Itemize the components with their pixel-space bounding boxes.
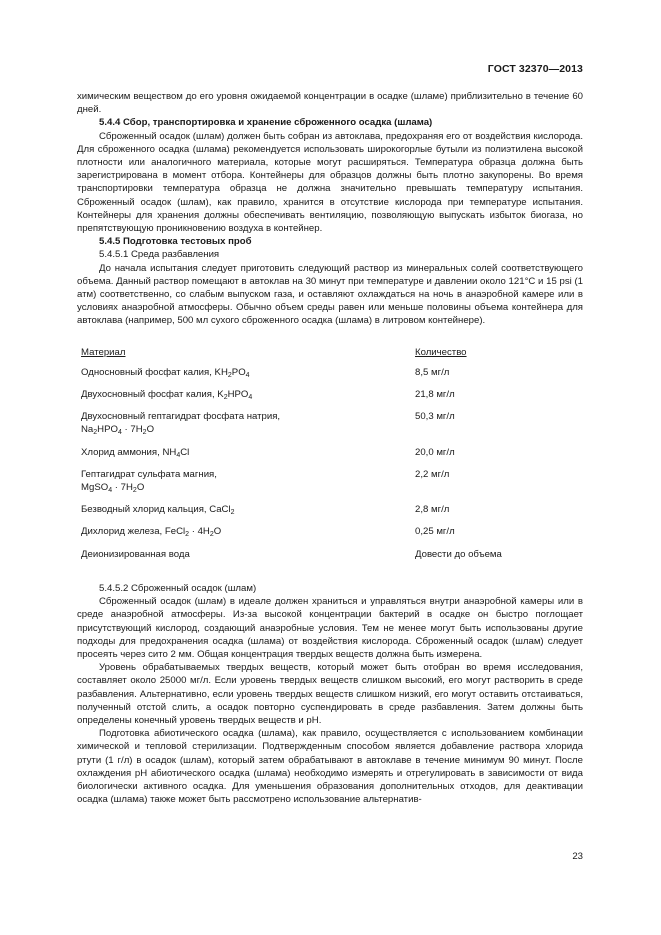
page-number: 23 <box>572 851 583 862</box>
table-header-row <box>81 346 581 366</box>
table-row <box>81 446 581 468</box>
materials-table <box>81 346 581 570</box>
table-row <box>81 366 581 388</box>
section-5451-text: До начала испытания следует приготовить следующий раствор из минеральных солей соответствующего объема. Данный раствор помещают в автоклав на 30 минут при температуре и давлении около 121°C и 15 psi (1 атм) соответственно, со слабым выпуском газа, и оставляют охлаждаться на ночь в анаэробной камере или в условиях анаэробной атмосферы. Обычно объем среды равен или меньше половины объема контейнера для автоклава (например, 500 мл сухого сброженного осадка (шлама) в литровом контейнере). <box>77 262 583 327</box>
material-cell: Двухосновный гептагидрат фосфата натрия, $Na_2HPO_4 \cdot 7H_2O$ <box>81 411 281 437</box>
section-544-title: 5.4.4 Сбор, транспортировка и хранение сброженного осадка (шлама) <box>99 117 433 129</box>
material-cell: Гептагидрат сульфата магния, MgSO$_4$ · $7H_2O$ <box>81 468 217 495</box>
section-5452-title: 5.4.5.2 Сброженный осадок (шлам) <box>99 582 257 594</box>
table-row <box>81 525 581 547</box>
column-header-material: Материал <box>81 346 126 358</box>
material-cell: Дихлорид железа, FeCl$_2$ · $4H_2O$ <box>81 526 222 539</box>
section-5452-paragraph-3: Подготовка абиотического осадка (шлама), как правило, осуществляется с использованием комбинации химической и тепловой стерилизации. Подтвержденным способом является добавление раствора хлорида ртути (1 г/л) в осадок (шлам), который затем обрабатывают в автоклаве в течение минимум 90 минут. После охлаждения pH абиотического осадка (шлама) необходимо измерять и отрегулировать в зависимости от вида биологически активного осадка. Для уменьшения образования дополнительных отходов, для деактивации осадка (шлама) также может быть рассмотрено использование альтернатив- <box>77 728 583 806</box>
section-544-text: Сброженный осадок (шлам) должен быть собран из автоклава, предохраняя его от воздействия кислорода. Для сброженного осадка (шлама) рекомендуется использовать широкогорлые бутыли из полиэтилена высокой плотности или аналогичного материала, которые могут расширяться. Температура образца должна быть зарегистрирована в момент отбора. Контейнеры для образцов должны быть плотно закупорены. Во время транспортировки температура образца не должна значительно превышать температуру испытания. Сброженный осадок (шлам), как правило, хранится в отсутствие кислорода при температуре испытания. Контейнеры для хранения должны обеспечивать вентиляцию, позволяющую выпускать избыток биогаза, но препятствующую проникновению воздуха в контейнер. <box>77 130 583 235</box>
intro-continuation: химическим веществом до его уровня ожидаемой концентрации в осадке (шламе) приблизительно в течение 60 дней. <box>77 91 583 116</box>
quantity-cell: 20,0 мг/л <box>415 446 455 458</box>
material-cell: Хлорид аммония, $NH_4Cl$ <box>81 446 190 459</box>
material-cell: Деионизированная вода <box>81 548 190 560</box>
material-cell: Двухосновный фосфат калия, $K_2HPO_4$ <box>81 389 253 402</box>
quantity-cell: 8,5 мг/л <box>415 366 450 378</box>
section-5452-paragraph-2: Уровень обрабатываемых твердых веществ, который может быть отобран во время исследования, составляет около 25000 мг/л. Если уровень твердых веществ слишком высокий, его могут растворить в среде разбавления. Альтернативно, если уровень твердых веществ слишком низкий, его могут оставить отстаиваться, полученный отстой слить, а осадок повторно суспендировать в среде разбавления. Затем должны быть определены конечный уровень твердых веществ и pH. <box>77 662 583 726</box>
quantity-cell: 0,25 мг/л <box>415 526 455 538</box>
table-row <box>81 548 581 570</box>
quantity-cell: Довести до объема <box>415 548 502 560</box>
document-body <box>77 90 583 806</box>
table-row <box>81 503 581 525</box>
quantity-cell: 2,2 мг/л <box>415 468 450 480</box>
material-cell: Безводный хлорид кальция, CaCl$_2$ <box>81 504 235 517</box>
material-cell: Односновный фосфат калия, $KH_2PO_4$ <box>81 366 250 379</box>
section-5452-paragraph-1: Сброженный осадок (шлам) в идеале должен храниться и управляться внутри анаэробной камеры или в среде анаэробной атмосферы. Из-за высокой концентрации бактерий в осадке он быстро поглощает присутствующий кислород, создающий анаэробные условия. Тем не менее могут быть использованы другие подходы для предохранения осадка (шлама) от воздействия кислорода. Сброженный осадок (шлам) следует просеять через сито 2 мм. Общая концентрация твердых веществ должна быть измерена. <box>77 596 583 660</box>
section-5451-title: 5.4.5.1 Среда разбавления <box>99 249 220 261</box>
document-id-header: ГОСТ 32370—2013 <box>487 63 583 75</box>
quantity-cell: 21,8 мг/л <box>415 389 455 401</box>
quantity-cell: 2,8 мг/л <box>415 504 450 516</box>
table-row <box>81 388 581 410</box>
quantity-cell: 50,3 мг/л <box>415 411 455 423</box>
section-545-title: 5.4.5 Подготовка тестовых проб <box>99 236 252 248</box>
table-row <box>81 468 581 503</box>
table-row <box>81 410 581 445</box>
column-header-quantity: Количество <box>415 346 467 358</box>
